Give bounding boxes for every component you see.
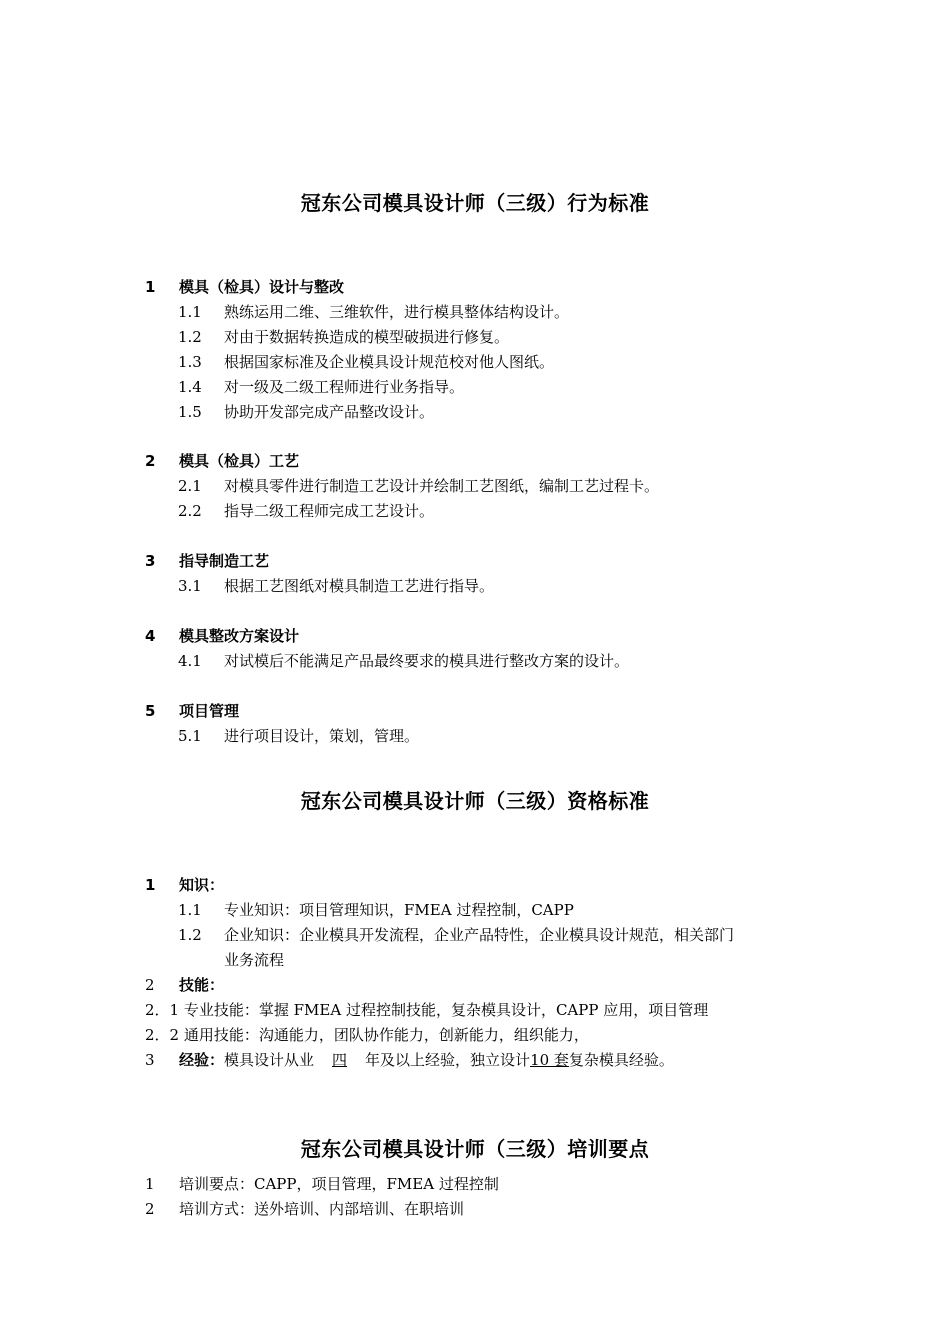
group-number: 4 [145,627,156,645]
group-heading: 项目管理 [179,702,240,720]
experience-sets: 10 套 [530,1051,569,1069]
group-number: 1 [145,876,156,894]
item-number: 5.1 [178,727,202,745]
group-heading: 模具（检具）设计与整改 [179,278,345,296]
group-number: 2 [145,452,156,470]
group-number: 3 [145,552,156,570]
section-title-qualification: 冠东公司模具设计师（三级）资格标准 [300,789,650,813]
item-number: 1.2 [178,926,202,944]
experience-text [179,1050,674,1070]
experience-pre: 模具设计从业 [224,1051,315,1069]
group-number: 3 [145,1051,155,1069]
experience-post: 复杂模具经验。 [568,1051,674,1069]
item-text: 协助开发部完成产品整改设计。 [224,403,435,421]
group-heading: 模具整改方案设计 [179,627,300,645]
item-number: 1.1 [178,303,202,321]
experience-years: 四 [332,1051,348,1069]
group-number: 2 [145,976,155,994]
experience-mid: 年及以上经验，独立设计 [365,1051,531,1069]
item-text: 熟练运用二维、三维软件，进行模具整体结构设计。 [224,303,570,321]
group-number: 1 [145,278,156,296]
item-number: 3.1 [178,577,202,595]
item-text: 根据国家标准及企业模具设计规范校对他人图纸。 [224,353,555,371]
group-heading: 技能： [179,976,225,994]
item-number: 4.1 [178,652,202,670]
section-title-behavior: 冠东公司模具设计师（三级）行为标准 [300,191,650,215]
item-number: 2 [145,1200,155,1218]
item-text: 业务流程 [224,951,285,969]
item-text: 根据工艺图纸对模具制造工艺进行指导。 [224,577,495,595]
item-number: 1.1 [178,901,202,919]
item-text: 专业知识：项目管理知识，FMEA 过程控制，CAPP [224,901,574,919]
item-text: 企业知识：企业模具开发流程，企业产品特性，企业模具设计规范，相关部门 [224,926,735,944]
item-number: 1.5 [178,403,202,421]
item-text: 进行项目设计，策划，管理。 [224,727,420,745]
item-number: 2.2 [178,502,202,520]
item-text: 培训方式：送外培训、内部培训、在职培训 [179,1200,465,1218]
item-number: 1.4 [178,378,202,396]
section-title-training: 冠东公司模具设计师（三级）培训要点 [300,1137,650,1161]
item-text: 指导二级工程师完成工艺设计。 [224,502,435,520]
skills-text: 2．1 专业技能：掌握 FMEA 过程控制技能，复杂模具设计，CAPP 应用，项目管理 [145,1001,709,1019]
group-heading: 指导制造工艺 [179,552,270,570]
experience-label: 经验： [179,1051,225,1069]
item-number: 1.3 [178,353,202,371]
item-number: 2.1 [178,477,202,495]
item-number: 1 [145,1175,155,1193]
group-heading: 知识： [179,876,225,894]
item-text: 对模具零件进行制造工艺设计并绘制工艺图纸，编制工艺过程卡。 [224,477,660,495]
item-text: 培训要点：CAPP，项目管理，FMEA 过程控制 [179,1175,499,1193]
group-heading: 模具（检具）工艺 [179,452,300,470]
group-number: 5 [145,702,156,720]
item-text: 对试模后不能满足产品最终要求的模具进行整改方案的设计。 [224,652,630,670]
item-text: 对由于数据转换造成的模型破损进行修复。 [224,328,510,346]
skills-text: 2．2 通用技能：沟通能力，团队协作能力，创新能力，组织能力， [145,1026,589,1044]
item-text: 对一级及二级工程师进行业务指导。 [224,378,465,396]
item-number: 1.2 [178,328,202,346]
